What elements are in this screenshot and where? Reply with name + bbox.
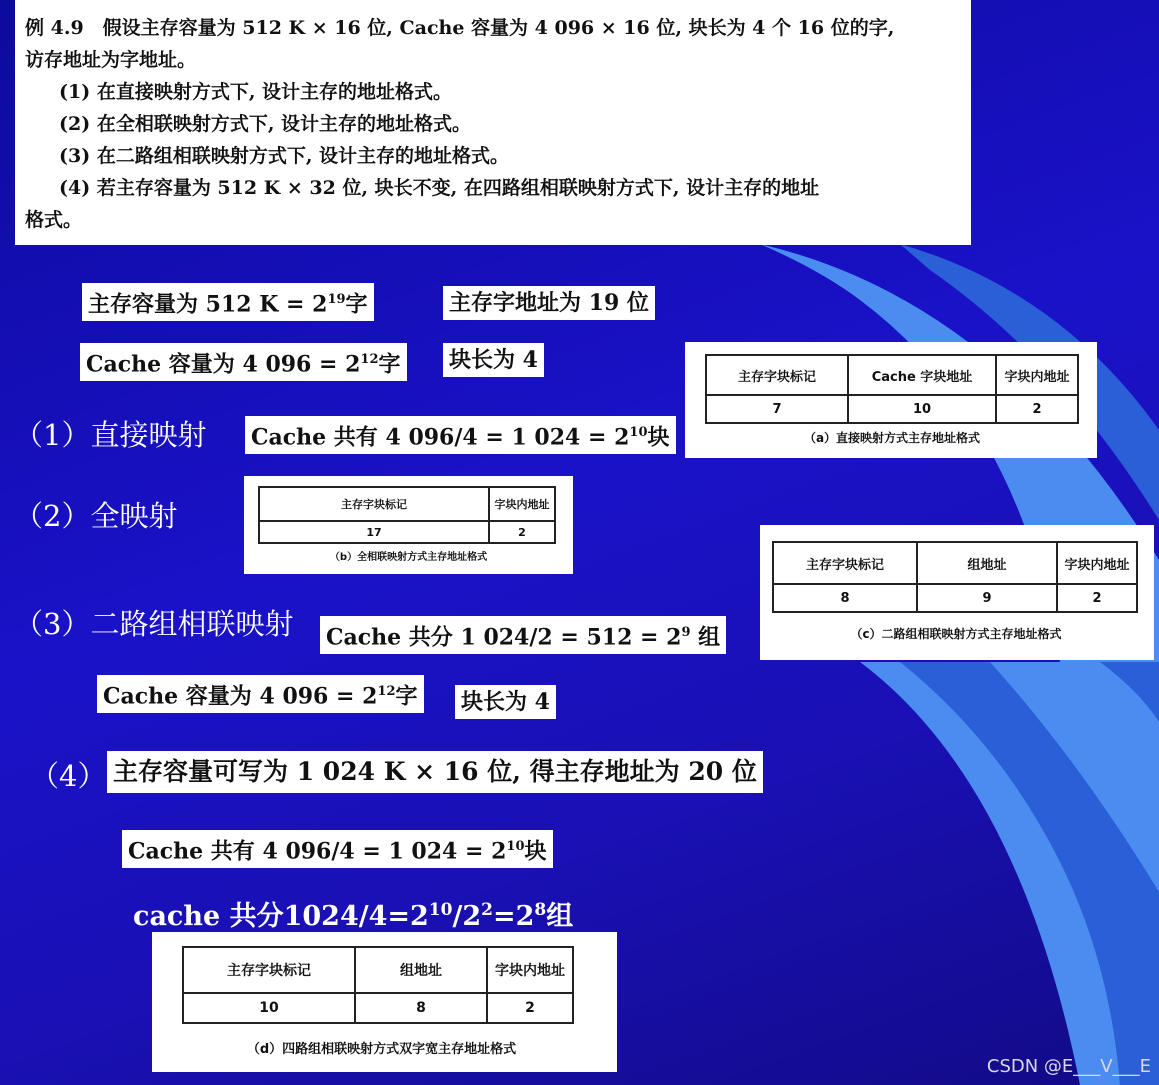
format-c-value-offset: 2 xyxy=(1057,584,1137,612)
format-d-header-offset: 字块内地址 xyxy=(487,947,573,993)
format-c-table xyxy=(772,541,1138,613)
format-b-header-offset: 字块内地址 xyxy=(489,487,555,521)
problem-question-4-cont: 格式。 xyxy=(25,209,83,231)
format-d-value-offset: 2 xyxy=(487,993,573,1023)
heading-direct-mapping: （1）直接映射 xyxy=(14,418,207,452)
fourway-main-capacity-label: 主存容量可写为 1 024 K × 16 位, 得主存地址为 20 位 xyxy=(107,751,763,793)
csdn-watermark: CSDN @E___V___E xyxy=(986,1056,1151,1077)
format-a-panel xyxy=(685,342,1097,458)
format-c-value-tag: 8 xyxy=(773,584,917,612)
format-a-header-block: Cache 字块地址 xyxy=(848,355,996,395)
format-b-header-tag: 主存字块标记 xyxy=(259,487,489,521)
format-d-table xyxy=(182,946,574,1024)
main-capacity-label: 主存容量为 512 $K = 2^{19}$字 xyxy=(82,283,374,321)
format-a-value-offset: 2 xyxy=(996,395,1078,423)
problem-question-4: (4) 若主存容量为 512 K × 32 位, 块长不变, 在四路组相联映射方式下, 设计主存的地址 xyxy=(59,177,820,199)
format-a-value-block: 10 xyxy=(848,395,996,423)
heading-full-mapping: （2）全映射 xyxy=(14,499,178,533)
heading-four-way-mapping: （4） xyxy=(30,759,107,793)
problem-statement xyxy=(15,0,971,245)
heading-two-way-mapping: （3）二路组相联映射 xyxy=(14,607,294,641)
format-c-header-tag: 主存字块标记 xyxy=(773,542,917,584)
format-d-header-group: 组地址 xyxy=(355,947,487,993)
slide-bottom xyxy=(0,662,1159,1085)
problem-question-1: (1) 在直接映射方式下, 设计主存的地址格式。 xyxy=(59,81,453,103)
format-a-table xyxy=(705,354,1079,424)
format-a-header-tag: 主存字块标记 xyxy=(706,355,848,395)
format-b-value-offset: 2 xyxy=(489,521,555,543)
format-d-panel xyxy=(152,932,617,1072)
format-c-caption: （c）二路组相联映射方式主存地址格式 xyxy=(850,627,1062,641)
format-b-caption: （b）全相联映射方式主存地址格式 xyxy=(329,552,488,563)
problem-question-3: (3) 在二路组相联映射方式下, 设计主存的地址格式。 xyxy=(59,145,510,167)
format-d-value-group: 8 xyxy=(355,993,487,1023)
fourway-groups-line: cache 共分$1024/4=2^{10}/2^2=2^8$组 xyxy=(133,900,574,932)
format-b-panel xyxy=(244,476,573,574)
problem-line-2: 访存地址为字地址。 xyxy=(25,49,197,71)
fourway-cache-capacity-label: Cache 容量为 4 $096 = 2^{12}$字 xyxy=(97,675,424,713)
format-a-caption: （a）直接映射方式主存地址格式 xyxy=(803,431,981,445)
problem-question-2: (2) 在全相联映射方式下, 设计主存的地址格式。 xyxy=(59,113,472,135)
problem-line-1: 例 4.9 假设主存容量为 512 K × 16 位, Cache 容量为 4 096 × 16 位, 块长为 4 个 16 位的字, xyxy=(25,17,895,39)
format-b-table xyxy=(258,486,556,544)
two-way-groups-label: Cache 共分 1 $024/2 = 512 = 2^9$ 组 xyxy=(320,616,726,654)
format-c-value-group: 9 xyxy=(917,584,1057,612)
format-c-header-group: 组地址 xyxy=(917,542,1057,584)
direct-cache-blocks-label: Cache 共有 4 096/4 = 1 $024 = 2^{10}$块 xyxy=(245,416,676,454)
cache-capacity-label: Cache 容量为 4 $096 = 2^{12}$字 xyxy=(80,343,407,381)
format-d-header-tag: 主存字块标记 xyxy=(183,947,355,993)
format-d-value-tag: 10 xyxy=(183,993,355,1023)
format-d-caption: （d）四路组相联映射方式双字宽主存地址格式 xyxy=(246,1042,517,1057)
fourway-cache-blocks-label: Cache 共有 4 096/4 = 1 $024 = 2^{10}$块 xyxy=(122,830,553,868)
format-c-panel xyxy=(760,525,1154,660)
word-address-label: 主存字地址为 19 位 xyxy=(443,286,655,320)
block-length-label: 块长为 4 xyxy=(443,343,544,377)
format-a-value-tag: 7 xyxy=(706,395,848,423)
fourway-block-length-label: 块长为 4 xyxy=(455,685,556,719)
format-b-value-tag: 17 xyxy=(259,521,489,543)
format-c-header-offset: 字块内地址 xyxy=(1057,542,1137,584)
format-a-header-offset: 字块内地址 xyxy=(996,355,1078,395)
